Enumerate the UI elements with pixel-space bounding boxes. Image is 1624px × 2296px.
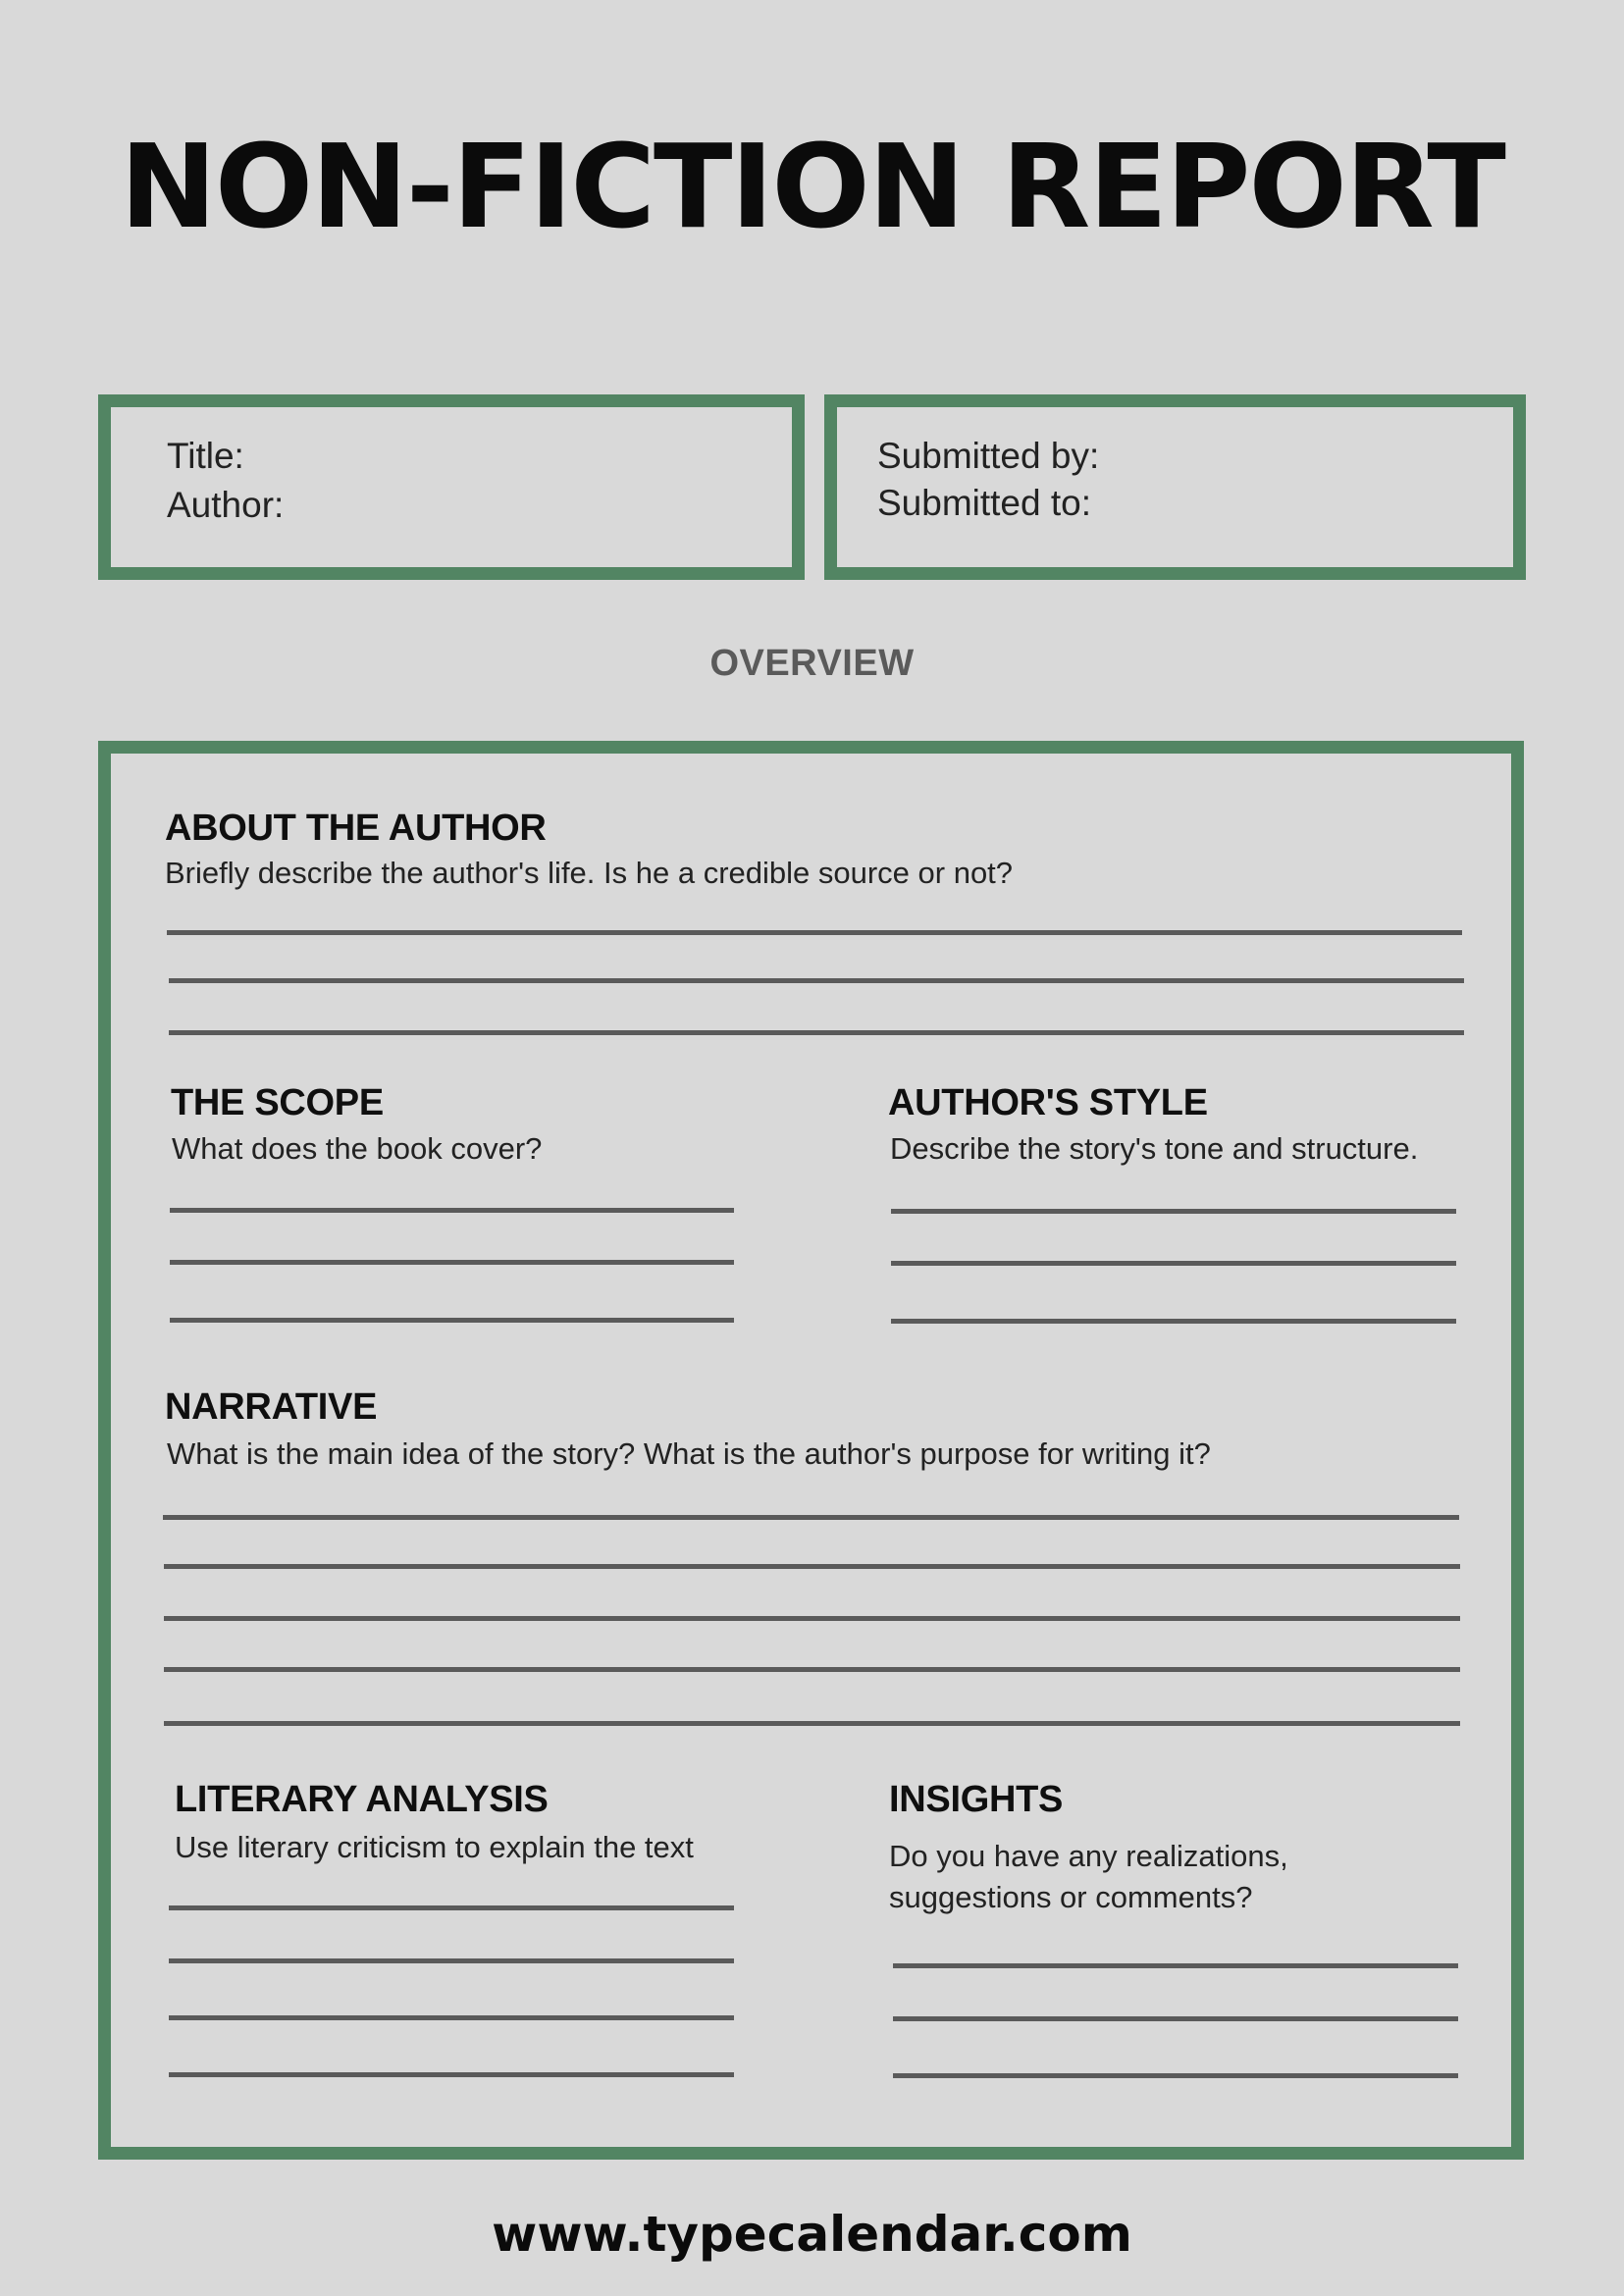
- writing-line[interactable]: [170, 1260, 734, 1265]
- website-footer: www.typecalendar.com: [492, 2206, 1132, 2263]
- writing-line[interactable]: [891, 1261, 1456, 1266]
- writing-line[interactable]: [169, 2072, 734, 2077]
- style-prompt: Describe the story's tone and structure.: [890, 1131, 1419, 1166]
- about-author-heading: ABOUT THE AUTHOR: [165, 808, 547, 849]
- writing-line[interactable]: [164, 1721, 1460, 1726]
- submitted-by-label: Submitted by:: [877, 436, 1100, 476]
- writing-line[interactable]: [891, 1209, 1456, 1214]
- writing-line[interactable]: [893, 1963, 1458, 1968]
- writing-line[interactable]: [169, 1905, 734, 1910]
- writing-line[interactable]: [170, 1208, 734, 1213]
- scope-prompt: What does the book cover?: [172, 1131, 543, 1166]
- analysis-prompt: Use literary criticism to explain the text: [175, 1830, 694, 1864]
- writing-line[interactable]: [169, 1030, 1464, 1035]
- writing-line[interactable]: [164, 1667, 1460, 1672]
- writing-line[interactable]: [169, 978, 1464, 983]
- writing-line[interactable]: [167, 930, 1462, 935]
- writing-line[interactable]: [164, 1564, 1460, 1569]
- writing-line[interactable]: [893, 2016, 1458, 2021]
- insights-prompt: Do you have any realizations, suggestions or comments?: [889, 1839, 1288, 1914]
- scope-heading: THE SCOPE: [171, 1082, 384, 1123]
- writing-line[interactable]: [891, 1319, 1456, 1324]
- about-author-prompt: Briefly describe the author's life. Is he a credible source or not?: [165, 856, 1014, 890]
- analysis-heading: LITERARY ANALYSIS: [175, 1779, 549, 1820]
- writing-line[interactable]: [163, 1515, 1459, 1520]
- overview-heading: OVERVIEW: [709, 643, 915, 684]
- narrative-heading: NARRATIVE: [165, 1386, 378, 1428]
- writing-line[interactable]: [893, 2073, 1458, 2078]
- writing-line[interactable]: [164, 1616, 1460, 1621]
- narrative-prompt: What is the main idea of the story? What is the author's purpose for writing it?: [167, 1436, 1211, 1471]
- submitted-to-label: Submitted to:: [877, 483, 1092, 523]
- insights-heading: INSIGHTS: [889, 1779, 1064, 1820]
- title-field-label: Title:: [167, 436, 244, 476]
- page-title: NON-FICTION REPORT: [120, 119, 1504, 254]
- writing-line[interactable]: [170, 1318, 734, 1323]
- writing-line[interactable]: [169, 1958, 734, 1963]
- author-field-label: Author:: [167, 485, 285, 525]
- writing-line[interactable]: [169, 2015, 734, 2020]
- style-heading: AUTHOR'S STYLE: [888, 1082, 1208, 1123]
